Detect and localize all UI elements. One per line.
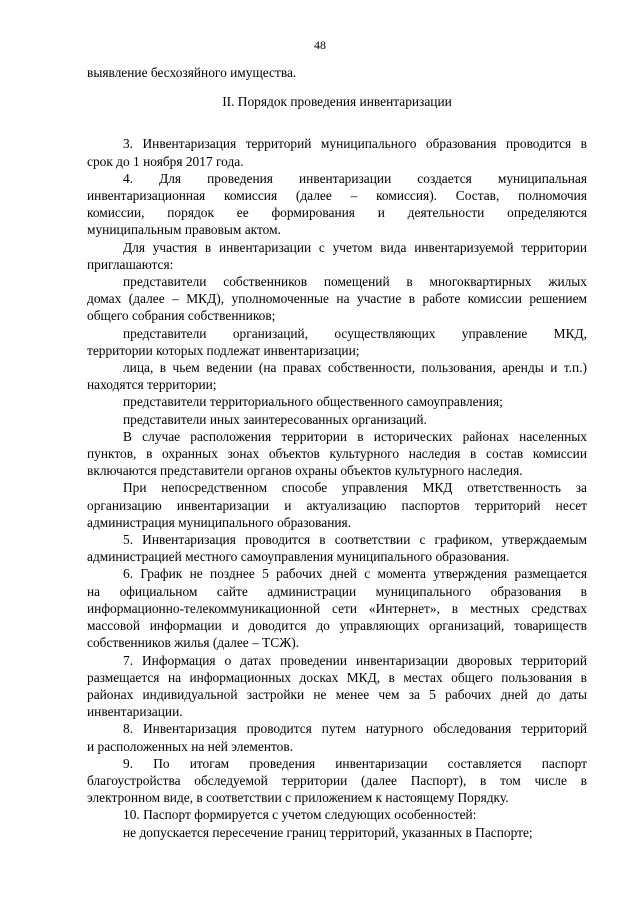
paragraph-line: При непосредственном способе управления МКД ответственность за xyxy=(123,480,587,496)
paragraph-line: электронном виде, в соответствии с приложением к настоящему Порядку. xyxy=(87,790,509,806)
paragraph-line: инвентаризационная комиссия (далее – комиссия). Состав, полномочия xyxy=(87,188,587,204)
paragraph-line: лица, в чьем ведении (на правах собственности, пользования, аренды и т.п.) xyxy=(123,360,587,376)
paragraph-line: не допускается пересечение границ территорий, указанных в Паспорте; xyxy=(123,824,533,840)
paragraph-line: 8. Инвентаризация проводится путем натурного обследования территорий xyxy=(123,721,587,737)
paragraph-line: благоустройства обследуемой территории (далее Паспорт), в том числе в xyxy=(87,772,587,788)
paragraph-line: 7. Информация о датах проведении инвентаризации дворовых территорий xyxy=(123,652,587,668)
paragraph-line: представители собственников помещений в многоквартирных жилых xyxy=(123,274,587,290)
paragraph-item-4 xyxy=(87,170,587,239)
paragraph-line: районах индивидуальной застройки не менее чем за 5 рабочих дней до даты xyxy=(87,686,587,702)
paragraph-item-7 xyxy=(87,652,587,721)
paragraph-line: комиссии, порядок ее формирования и деятельности определяются xyxy=(87,205,587,221)
paragraph-line: муниципальным правовым актом. xyxy=(87,222,281,238)
list-item-other-orgs xyxy=(87,411,587,428)
paragraph-line: пунктов, в охранных зонах объектов культурного наследия в состав комиссии xyxy=(87,446,587,462)
paragraph-line: 5. Инвентаризация проводится в соответствии с графиком, утверждаемым xyxy=(123,532,587,548)
paragraph-item-8 xyxy=(87,720,587,754)
paragraph-line: массовой информации и доводится до управляющих организаций, товариществ xyxy=(87,618,587,634)
paragraph-historic-areas xyxy=(87,428,587,480)
list-item-management-orgs xyxy=(87,325,587,359)
paragraph-line: инвентаризации. xyxy=(87,704,183,720)
paragraph-line: В случае расположения территории в исторических районах населенных xyxy=(123,428,587,444)
list-item-self-government xyxy=(87,393,587,410)
paragraph-line: информационно-телекоммуникационной сети «Интернет», в местных средствах xyxy=(87,600,587,616)
paragraph-line: 10. Паспорт формируется с учетом следующих особенностей: xyxy=(123,807,477,823)
paragraph-direct-management xyxy=(87,479,587,531)
paragraph-line: администрация муниципального образования. xyxy=(87,514,352,530)
intro-line: выявление бесхозяйного имущества. xyxy=(87,65,297,80)
paragraph-item-3 xyxy=(87,135,587,169)
paragraph-line: представители территориального общественного самоуправления; xyxy=(123,394,503,410)
section-heading: II. Порядок проведения инвентаризации xyxy=(222,94,452,110)
paragraph-line: представители организаций, осуществляющих управление МКД, xyxy=(123,325,587,341)
paragraph-line: приглашаются: xyxy=(87,256,174,272)
paragraph-participants-intro xyxy=(87,239,587,273)
paragraph-line: размещается на информационных досках МКД, в местах общего пользования в xyxy=(87,669,587,685)
paragraph-line: общего собрания собственников; xyxy=(87,308,276,324)
paragraph-item-5 xyxy=(87,531,587,565)
paragraph-line: находятся территории; xyxy=(87,377,217,393)
document-body xyxy=(87,64,587,841)
list-item-owners xyxy=(87,273,587,325)
paragraph-line: 6. График не позднее 5 рабочих дней с момента утверждения размещается xyxy=(123,566,587,582)
paragraph-line: срок до 1 ноября 2017 года. xyxy=(87,153,244,169)
paragraph-line: организацию инвентаризации и актуализацию паспортов территорий несет xyxy=(87,497,587,513)
paragraph-item-10 xyxy=(87,806,587,823)
paragraph-line: администрацией местного самоуправления муниципального образования. xyxy=(87,549,510,565)
paragraph-line: и расположенных на ней элементов. xyxy=(87,738,294,754)
paragraph-line: включаются представители органов охраны объектов культурного наследия. xyxy=(87,463,523,479)
paragraph-line: собственников жилья (далее – ТСЖ). xyxy=(87,635,300,651)
paragraph-line: 9. По итогам проведения инвентаризации составляется паспорт xyxy=(123,755,587,771)
paragraph-line: Для участия в инвентаризации с учетом вида инвентаризуемой территории xyxy=(123,239,587,255)
paragraph-line: представители иных заинтересованных организаций. xyxy=(123,411,427,427)
list-item-persons xyxy=(87,359,587,393)
page-number: 48 xyxy=(314,38,326,52)
paragraph-line: на официальном сайте администрации муниципального образования в xyxy=(87,583,587,599)
paragraph-item-6 xyxy=(87,565,587,651)
paragraph-line: 3. Инвентаризация территорий муниципального образования проводится в xyxy=(123,136,587,152)
paragraph-line: 4. Для проведения инвентаризации создается муниципальная xyxy=(123,170,587,186)
list-item-no-overlap xyxy=(87,824,587,841)
paragraph-item-9 xyxy=(87,755,587,807)
paragraph-line: территории которых подлежат инвентаризации; xyxy=(87,342,360,358)
paragraph-line: домах (далее – МКД), уполномоченные на участие в работе комиссии решением xyxy=(87,291,587,307)
